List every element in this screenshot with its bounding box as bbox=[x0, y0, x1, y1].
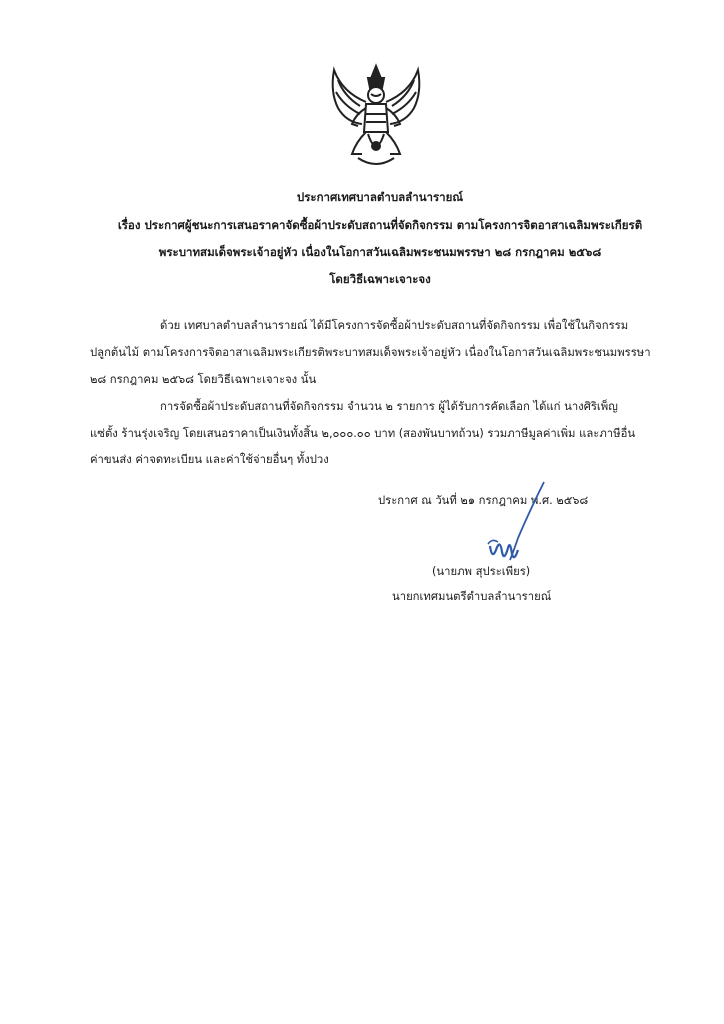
body-paragraph-2-line-3: ค่าขนส่ง ค่าจดทะเบียน และค่าใช้จ่ายอื่นๆ ทั้งปวง bbox=[90, 453, 329, 466]
signature-mark bbox=[470, 480, 560, 570]
signer-position: นายกเทศมนตรีตำบลลำนารายณ์ bbox=[392, 590, 552, 603]
body-paragraph-2-line-2: แซ่ตั้ง ร้านรุ่งเจริญ โดยเสนอราคาเป็นเงินทั้งสิ้น ๒,๐๐๐.๐๐ บาท (สองพันบาทถ้วน) รวมภาษีมูลค่าเพิ่ม และภาษีอื่น bbox=[90, 427, 636, 440]
body-paragraph-2-line-1: การจัดซื้อผ้าประดับสถานที่จัดกิจกรรม จำนวน ๒ รายการ ผู้ได้รับการคัดเลือก ได้แก่ นางศิริเพ็ญ bbox=[160, 400, 618, 413]
announcement-date: ประกาศ ณ วันที่ ๒๑ กรกฎาคม พ.ศ. ๒๕๖๘ bbox=[378, 494, 589, 507]
subject-line-3: โดยวิธีเฉพาะเจาะจง bbox=[329, 272, 431, 286]
signer-name: (นายภพ สุประเพียร) bbox=[432, 565, 531, 578]
garuda-emblem-icon bbox=[322, 62, 430, 172]
subject-line-2: พระบาทสมเด็จพระเจ้าอยู่หัว เนื่องในโอกาสวันเฉลิมพระชนมพรรษา ๒๘ กรกฎาคม ๒๕๖๘ bbox=[158, 245, 602, 259]
body-paragraph-1-line-3: ๒๘ กรกฎาคม ๒๕๖๘ โดยวิธีเฉพาะเจาะจง นั้น bbox=[90, 373, 317, 386]
body-paragraph-1-line-1: ด้วย เทศบาลตำบลลำนารายณ์ ได้มีโครงการจัดซื้อผ้าประดับสถานที่จัดกิจกรรม เพื่อใช้ในกิจกรรม bbox=[160, 319, 629, 332]
body-paragraph-1-line-2: ปลูกต้นไม้ ตามโครงการจิตอาสาเฉลิมพระเกียรติพระบาทสมเด็จพระเจ้าอยู่หัว เนื่องในโอกาสวันเฉลิมพระชนมพรรษา bbox=[90, 346, 651, 359]
subject-line-1: เรื่อง ประกาศผู้ชนะการเสนอราคาจัดซื้อผ้าประดับสถานที่จัดกิจกรรม ตามโครงการจิตอาสาเฉลิมพระเกียรติ bbox=[117, 218, 643, 232]
announcement-title: ประกาศเทศบาลตำบลลำนารายณ์ bbox=[296, 190, 464, 204]
